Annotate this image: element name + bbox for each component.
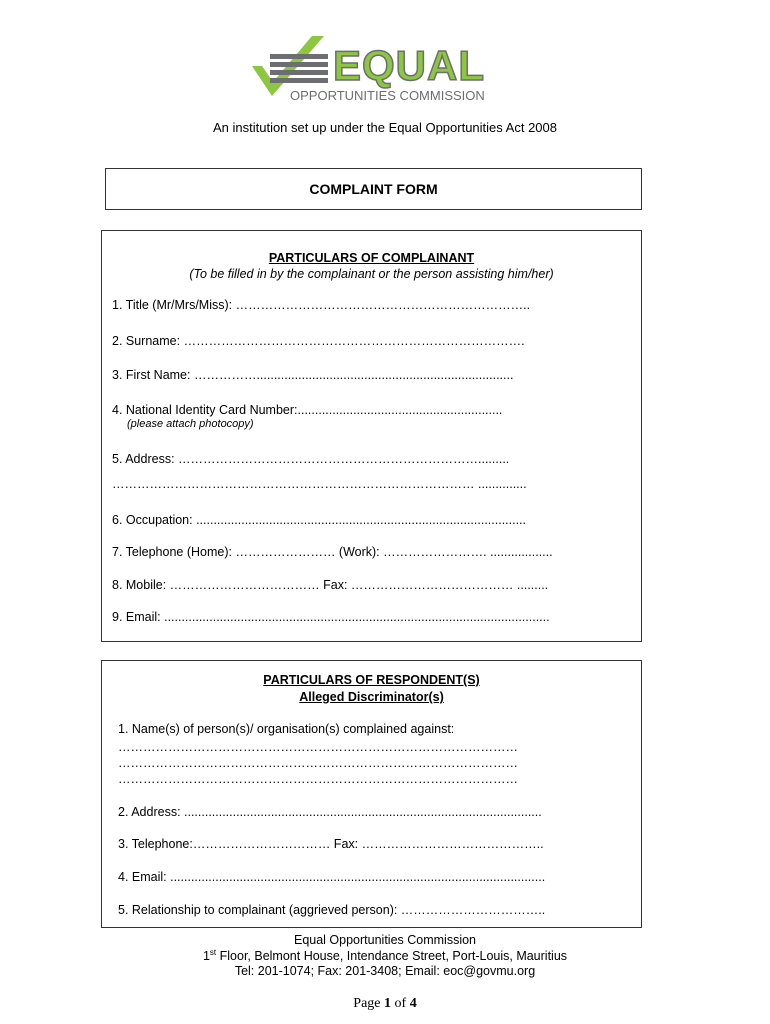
page-number [0, 996, 770, 1012]
respondent-heading: PARTICULARS OF RESPONDENT(S) [263, 673, 480, 687]
respondent-name-line1[interactable]: …………………………………………………………………………………… [118, 740, 518, 754]
address-field[interactable]: 5. Address: ………………………………………………………………......... [112, 452, 510, 466]
respondent-email-field[interactable]: 4. Email: ............................................................................................................ [118, 870, 546, 884]
footer-address [0, 948, 770, 963]
checkmark-logo-icon [250, 30, 525, 105]
complainant-heading: PARTICULARS OF COMPLAINANT [268, 251, 475, 265]
form-title-box [105, 168, 642, 210]
respondent-name-line3[interactable]: …………………………………………………………………………………… [118, 772, 518, 786]
first-name-field[interactable]: 3. First Name: …………….......................................................................... [112, 368, 514, 382]
page-current: 1 [384, 996, 392, 1011]
respondent-name-line2[interactable]: …………………………………………………………………………………… [118, 756, 518, 770]
form-title: COMPLAINT FORM [309, 181, 438, 197]
footer-floor-sup: st [209, 948, 217, 957]
footer-contact: Tel: 201-1074; Fax: 201-3408; Email: eoc@govmu.org [234, 964, 536, 978]
surname-field[interactable]: 2. Surname: ………………………………………………………………………. [112, 334, 525, 348]
email-field[interactable]: 9. Email: ............................................................................................................... [112, 610, 550, 624]
footer-address-rest: Floor, Belmont House, Intendance Street, Port-Louis, Mauritius [216, 949, 568, 964]
complainant-instruction: (To be filled in by the complainant or the person assisting him/her) [189, 267, 554, 281]
respondent-name-label: 1. Name(s) of person(s)/ organisation(s) complained against: [118, 722, 455, 736]
respondent-subheading: Alleged Discriminator(s) [299, 690, 444, 704]
title-field[interactable]: 1. Title (Mr/Mrs/Miss): …………………………………………………………….. [112, 298, 531, 312]
eoc-logo [250, 30, 525, 105]
page-of: of [391, 996, 410, 1011]
logo-word: EQUAL [333, 42, 485, 89]
respondent-section [101, 660, 642, 928]
logo-subtext: OPPORTUNITIES COMMISSION [290, 88, 485, 103]
respondent-address-field[interactable]: 2. Address: ....................................................................................................... [118, 805, 542, 819]
relationship-field[interactable]: 5. Relationship to complainant (aggrieved person): …………………………….. [118, 903, 546, 917]
mobile-fax-field[interactable]: 8. Mobile: ……………………………… Fax: ………………………………… ......... [112, 578, 549, 592]
address-field-line2[interactable]: …………………………………………………………………………… .............. [112, 477, 527, 491]
occupation-field[interactable]: 6. Occupation: ............................................................................................... [112, 513, 527, 527]
page-label: Page [353, 996, 385, 1011]
respondent-telephone-field[interactable]: 3. Telephone:…………………………… Fax: …………………………………….. [118, 837, 544, 851]
nic-note: (please attach photocopy) [127, 418, 254, 430]
footer-org: Equal Opportunities Commission [293, 933, 477, 947]
complainant-section [101, 230, 642, 642]
institution-subtitle: An institution set up under the Equal Opportunities Act 2008 [212, 120, 557, 135]
telephone-field[interactable]: 7. Telephone (Home): …………………… (Work): ……………………. .................. [112, 545, 553, 559]
footer-floor-num: 1 [202, 949, 210, 964]
nic-field[interactable]: 4. National Identity Card Number:........................................................... [112, 403, 503, 417]
page-total: 4 [409, 996, 417, 1011]
